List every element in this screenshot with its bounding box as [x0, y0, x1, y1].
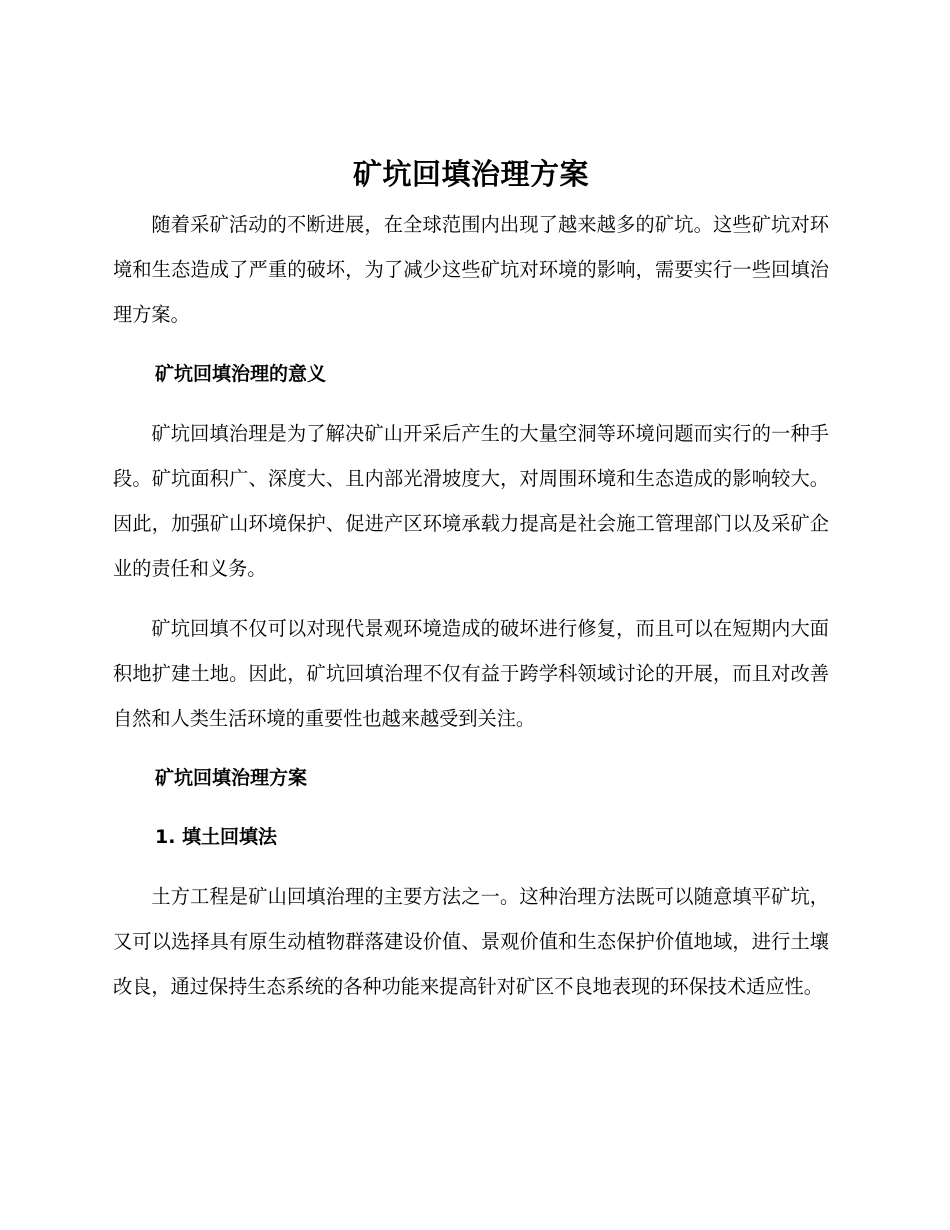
subsection-heading-backfill: 1. 填土回填法: [155, 826, 278, 848]
section-heading-significance: 矿坑回填治理的意义: [155, 363, 327, 385]
section-heading-plan: 矿坑回填治理方案: [155, 767, 308, 789]
backfill-paragraph: 土方工程是矿山回填治理的主要方法之一。这种治理方法既可以随意填平矿坑，又可以选择具有原生动植物群落建设价值、景观价值和生态保护价值地域，进行土壤改良，通过保持生态系统的各种功能来提高针对矿区不良地表现的环保技术适应性。: [113, 885, 829, 998]
document-body: [113, 150, 829, 1024]
significance-paragraph-1: 矿坑回填治理是为了解决矿山开采后产生的大量空洞等环境问题而实行的一种手段。矿坑面积广、深度大、且内部光滑坡度大，对周围环境和生态造成的影响较大。因此，加强矿山环境保护、促进产区环境承载力提高是社会施工管理部门以及采矿企业的责任和义务。: [113, 422, 829, 580]
intro-paragraph: 随着采矿活动的不断进展，在全球范围内出现了越来越多的矿坑。这些矿坑对环境和生态造成了严重的破坏，为了减少这些矿坑对环境的影响，需要实行一些回填治理方案。: [113, 213, 829, 326]
document-title: 矿坑回填治理方案: [352, 157, 589, 191]
significance-paragraph-2: 矿坑回填不仅可以对现代景观环境造成的破坏进行修复，而且可以在短期内大面积地扩建土地。因此，矿坑回填治理不仅有益于跨学科领域讨论的开展，而且对改善自然和人类生活环境的重要性也越来越受到关注。: [113, 617, 829, 730]
